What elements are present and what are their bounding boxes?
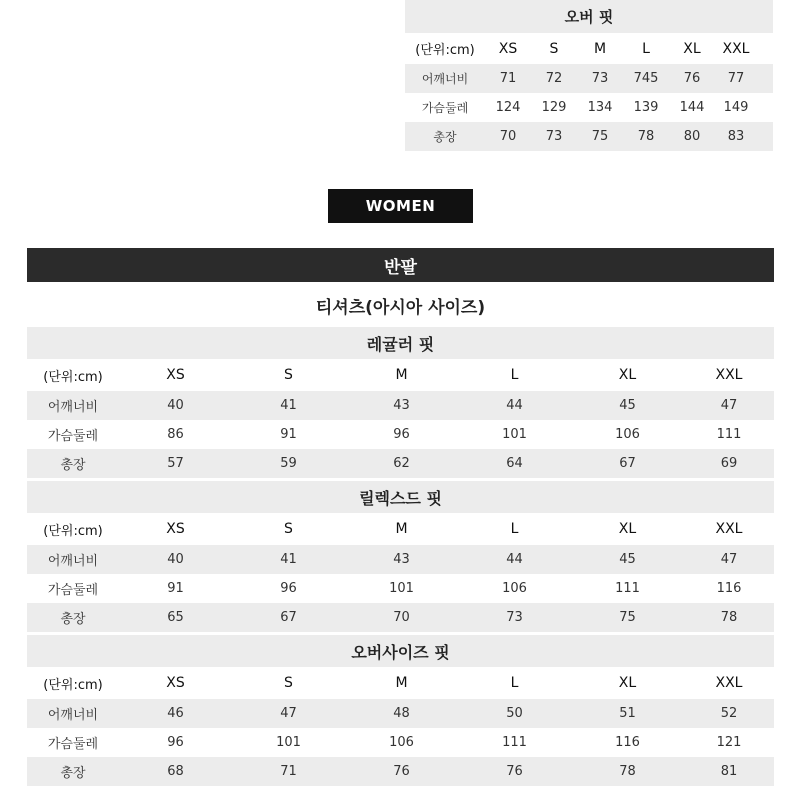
table-title: 오버 핏 <box>405 0 773 33</box>
table-cell: 76 <box>393 764 410 779</box>
table-cell: 121 <box>716 735 742 750</box>
table-cell: 101 <box>389 581 414 596</box>
size-header: XL <box>683 40 701 57</box>
size-header: L <box>510 675 519 691</box>
table-cell: 124 <box>495 100 521 115</box>
table-title: 레귤러 핏 <box>27 327 774 359</box>
short-sleeve-section-header: 반팔 <box>27 248 774 282</box>
table-cell: 43 <box>393 398 410 413</box>
row-label: 가슴둘레 <box>47 583 99 598</box>
table-header-row <box>27 513 774 545</box>
table-header-row <box>27 667 774 699</box>
table-cell: 116 <box>716 581 742 596</box>
table-cell: 106 <box>615 427 640 442</box>
table-row <box>27 757 774 786</box>
table-row <box>27 449 774 478</box>
table-cell: 91 <box>167 581 184 596</box>
table-cell: 76 <box>506 764 523 779</box>
table-cell: 67 <box>619 456 636 471</box>
unit-header: (단위:cm) <box>415 43 475 58</box>
table-cell: 59 <box>280 456 297 471</box>
row-label: 가슴둘레 <box>47 429 99 444</box>
table-cell: 81 <box>720 764 738 779</box>
table-cell: 47 <box>720 398 738 413</box>
table-cell: 149 <box>723 100 749 115</box>
table-cell: 106 <box>502 581 527 596</box>
table-cell: 41 <box>280 398 297 413</box>
table-cell: 45 <box>619 552 636 567</box>
unit-header: (단위:cm) <box>43 369 103 385</box>
size-header: XXL <box>715 367 743 383</box>
size-header: XXL <box>715 521 743 537</box>
table-cell: 64 <box>506 456 523 471</box>
table-title: 릴렉스드 핏 <box>27 481 774 513</box>
table-row <box>27 391 774 420</box>
table-cell: 44 <box>506 552 523 567</box>
table-cell: 75 <box>619 610 636 625</box>
table-row <box>405 93 773 122</box>
row-label: 어깨너비 <box>421 72 469 86</box>
row-label: 총장 <box>60 458 86 473</box>
table-cell: 73 <box>506 610 523 625</box>
table-cell: 48 <box>393 706 410 721</box>
table-cell: 101 <box>502 427 527 442</box>
oversize-fit-table <box>27 635 774 786</box>
table-cell: 101 <box>276 735 301 750</box>
table-cell: 86 <box>167 427 184 442</box>
row-label: 총장 <box>433 130 457 144</box>
table-cell: 40 <box>167 552 184 567</box>
table-cell: 83 <box>727 129 745 144</box>
size-header: XL <box>618 367 637 383</box>
women-category-badge: WOMEN <box>328 189 473 223</box>
size-header: M <box>395 367 408 383</box>
table-cell: 68 <box>167 764 184 779</box>
table-cell: 111 <box>502 735 527 750</box>
table-cell: 70 <box>499 129 517 144</box>
table-cell: 50 <box>506 706 523 721</box>
table-row <box>27 545 774 574</box>
size-header: M <box>593 40 607 57</box>
size-header: L <box>510 367 519 383</box>
size-header: XS <box>166 367 185 383</box>
table-row <box>27 420 774 449</box>
table-cell: 96 <box>393 427 410 442</box>
size-header: XXL <box>722 40 750 57</box>
table-row <box>27 603 774 632</box>
relaxed-fit-table <box>27 481 774 632</box>
table-cell: 77 <box>727 71 745 86</box>
table-cell: 71 <box>280 764 297 779</box>
table-cell: 41 <box>280 552 297 567</box>
size-header: M <box>395 521 408 537</box>
table-cell: 76 <box>683 71 701 86</box>
row-label: 어깨너비 <box>47 554 99 569</box>
size-header: S <box>284 367 293 383</box>
table-cell: 71 <box>499 71 517 86</box>
table-cell: 44 <box>506 398 523 413</box>
row-label: 가슴둘레 <box>47 737 99 752</box>
table-cell: 134 <box>587 100 613 115</box>
table-cell: 78 <box>619 764 636 779</box>
table-cell: 43 <box>393 552 410 567</box>
unit-header: (단위:cm) <box>43 677 103 693</box>
row-label: 어깨너비 <box>47 708 99 723</box>
table-cell: 67 <box>280 610 297 625</box>
table-row <box>27 574 774 603</box>
table-cell: 75 <box>591 129 609 144</box>
table-cell: 47 <box>720 552 738 567</box>
table-cell: 73 <box>545 129 563 144</box>
table-cell: 40 <box>167 398 184 413</box>
table-row <box>27 728 774 757</box>
size-header: S <box>284 675 293 691</box>
table-header-row <box>27 359 774 391</box>
size-header: S <box>284 521 293 537</box>
row-label: 총장 <box>60 766 86 781</box>
table-cell: 62 <box>393 456 410 471</box>
overfit-size-table <box>405 0 773 151</box>
table-cell: 78 <box>637 129 655 144</box>
size-header: L <box>642 40 650 57</box>
table-cell: 745 <box>633 71 659 86</box>
table-row <box>405 122 773 151</box>
table-cell: 51 <box>619 706 636 721</box>
size-header: XL <box>618 521 637 537</box>
table-cell: 78 <box>720 610 738 625</box>
table-header-row <box>405 33 773 64</box>
size-header: XS <box>498 40 518 57</box>
table-cell: 111 <box>615 581 640 596</box>
table-cell: 139 <box>633 100 659 115</box>
table-cell: 46 <box>167 706 184 721</box>
table-cell: 69 <box>720 456 738 471</box>
table-cell: 72 <box>545 71 563 86</box>
table-cell: 52 <box>720 706 738 721</box>
table-row <box>27 699 774 728</box>
regular-fit-table <box>27 327 774 478</box>
table-cell: 65 <box>167 610 184 625</box>
table-cell: 70 <box>393 610 410 625</box>
size-header: S <box>549 40 559 57</box>
table-cell: 129 <box>541 100 567 115</box>
table-cell: 106 <box>389 735 414 750</box>
tshirt-asia-size-title: 티셔츠(아시아 사이즈) <box>315 297 486 318</box>
table-cell: 45 <box>619 398 636 413</box>
table-cell: 144 <box>679 100 705 115</box>
table-cell: 116 <box>615 735 640 750</box>
row-label: 총장 <box>60 612 86 627</box>
row-label: 어깨너비 <box>47 400 99 415</box>
size-header: XS <box>166 521 185 537</box>
size-header: XS <box>166 675 185 691</box>
size-header: L <box>510 521 519 537</box>
table-cell: 96 <box>280 581 297 596</box>
table-cell: 111 <box>716 427 742 442</box>
unit-header: (단위:cm) <box>43 523 103 539</box>
table-cell: 80 <box>683 129 701 144</box>
size-header: XL <box>618 675 637 691</box>
table-cell: 47 <box>280 706 297 721</box>
size-header: XXL <box>715 675 743 691</box>
table-row <box>405 64 773 93</box>
size-header: M <box>395 675 408 691</box>
table-cell: 91 <box>280 427 297 442</box>
table-title: 오버사이즈 핏 <box>27 635 774 667</box>
row-label: 가슴둘레 <box>421 101 469 115</box>
table-cell: 73 <box>591 71 609 86</box>
table-cell: 57 <box>167 456 184 471</box>
table-cell: 96 <box>167 735 184 750</box>
